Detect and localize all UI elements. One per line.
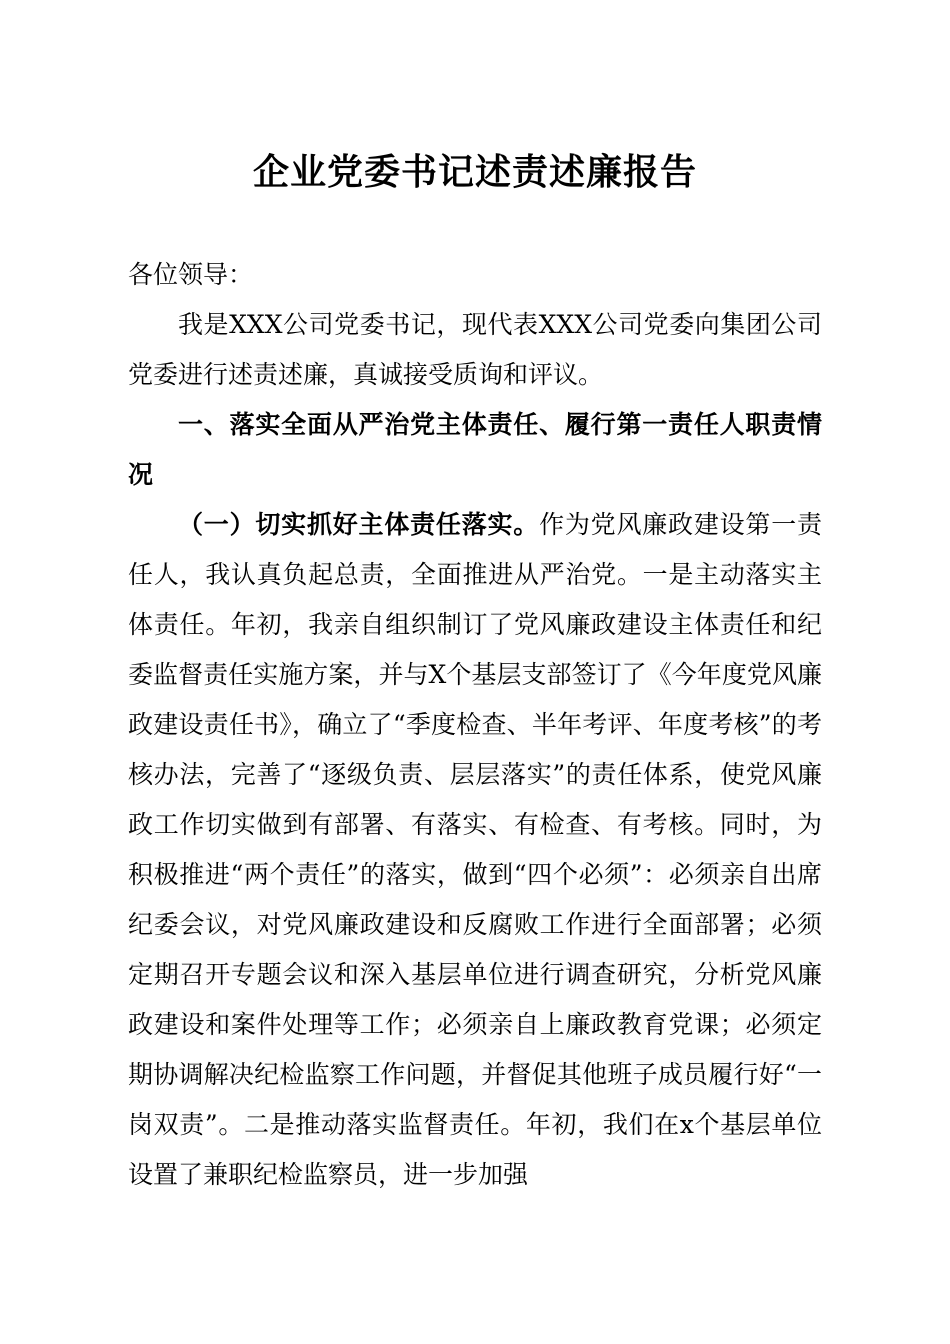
intro-paragraph: 我是XXX公司党委书记，现代表XXX公司党委向集团公司党委进行述责述廉，真诚接受质询和评议。 <box>128 310 822 389</box>
section-heading: 一、落实全面从严治党主体责任、履行第一责任人职责情况 <box>128 410 822 489</box>
document-title: 企业党委书记述责述廉报告 <box>252 151 697 193</box>
document-body <box>128 250 822 1200</box>
subsection-heading: （一）切实抓好主体责任落实。 <box>178 510 540 539</box>
salutation: 各位领导： <box>128 260 254 289</box>
subsection-paragraph <box>128 500 822 1200</box>
subsection-body: 作为党风廉政建设第一责任人，我认真负起总责，全面推进从严治党。一是主动落实主体责任。年初，我亲自组织制订了党风廉政建设主体责任和纪委监督责任实施方案，并与X个基层支部签订了《今年度党风廉政建设责任书》，确立了“季度检查、半年考评、年度考核”的考核办法，完善了“逐级负责、层层落实”的责任体系，使党风廉政工作切实做到有部署、有落实、有检查、有考核。同时，为积极推进“两个责任”的落实，做到“四个必须”：必须亲自出席纪委会议，对党风廉政建设和反腐败工作进行全面部署；必须定期召开专题会议和深入基层单位进行调查研究，分析党风廉政建设和案件处理等工作；必须亲自上廉政教育党课；必须定期协调解决纪检监察工作问题，并督促其他班子成员履行好“一岗双责”。二是推动落实监督责任。年初，我们在x个基层单位设置了兼职纪检监察员，进一步加强 <box>128 510 822 1189</box>
